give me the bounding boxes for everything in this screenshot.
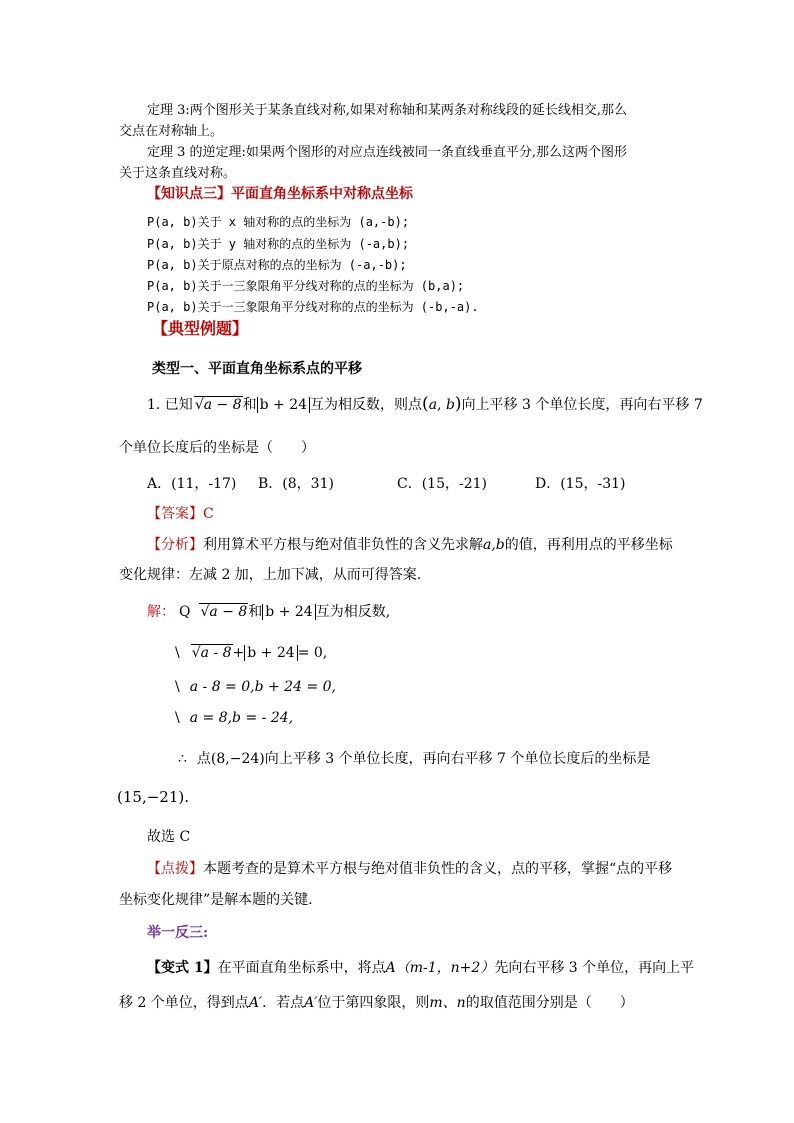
variant-1-text-f: 的取值范围分别是（ ） [465, 995, 634, 1011]
practice-heading: 举一反三: [147, 925, 209, 941]
step1-eq: = 0, [297, 645, 328, 661]
answer-label: 【答案】 [147, 506, 203, 522]
typical-examples-heading: 【典型例题】 [152, 319, 249, 338]
point-rest: 向上平移 3 个单位长度，再向右平移 7 个单位长度后的坐标是 [264, 751, 651, 767]
variant-1-text-c: 移 2 个单位，得到点 [119, 995, 249, 1011]
q1-point-close: ) [454, 394, 462, 414]
q1-mid: 互为相反数，则点 [310, 397, 423, 413]
type1-heading: 类型一、平面直角坐标系点的平移 [152, 361, 362, 377]
variant-1-point-a: A [385, 960, 396, 976]
analysis-text-b: 的值，再利用点的平移坐标 [504, 537, 673, 553]
q1-point-a: a [428, 397, 438, 413]
option-c: C．(15，-21) [397, 476, 487, 492]
analysis-label: 【分析】 [147, 537, 203, 553]
q1-rest: 向上平移 3 个单位长度，再向右平移 7 [461, 397, 703, 413]
solution-label: 解： [147, 604, 175, 620]
result-dot: . [184, 788, 189, 806]
option-a: A．(11，-17) [147, 476, 237, 492]
variant-1-text-a: 在平面直角坐标系中，将点 [217, 960, 386, 976]
q1-sqrt-text: a − 8 [203, 397, 242, 413]
solution-line1 [147, 601, 390, 621]
variant-1-line2 [119, 992, 634, 1012]
variant-1-a-prime: A′ [248, 995, 263, 1011]
question-1-line2: 个单位长度后的坐标是（ ） [119, 440, 315, 456]
theorem3-line1: 定理 3:两个图形关于某条直线对称,如果对称轴和某两条对称线段的延长线相交,那么 [147, 103, 628, 118]
q1-sqrt-expression: √a − 8 [194, 397, 242, 413]
step3-sep: \ [175, 710, 180, 726]
analysis-line2: 变化规律：左减 2 加，上加下减，从而可得答案. [119, 567, 422, 583]
step2-text: a - 8 = 0,b + 24 = 0, [189, 679, 336, 695]
solution-step-2 [175, 679, 336, 695]
solution-sqrt-expression: √a − 8 [200, 604, 248, 620]
q1-point-open: ( [422, 394, 429, 414]
symmetry-rule-bisector-1: P(a, b)关于一三象限角平分线对称的点的坐标为 (b,a); [147, 279, 465, 293]
knowledge-point-3-heading: 【知识点三】平面直角坐标系中对称点坐标 [147, 186, 413, 202]
symmetry-rule-y-axis: P(a, b)关于 y 轴对称的点的坐标为 (-a,b); [147, 237, 410, 251]
symmetry-rule-origin: P(a, b)关于原点对称的点的坐标为 (-a,-b); [147, 258, 407, 272]
variant-1-a-prime-2: A′ [304, 995, 318, 1011]
solution-result [117, 788, 189, 806]
theorem3-converse-line2: 关于这条直线对称。 [119, 166, 237, 181]
step1-sqrt-text: a - 8 [200, 645, 232, 661]
solution-abs-expression: b + 24 [262, 604, 315, 620]
step2-sep: \ [175, 679, 180, 695]
choose-answer: 故选 C [147, 829, 191, 845]
theorem3-converse-line1: 定理 3 的逆定理:如果两个图形的对应点连线被同一条直线垂直平分,那么这两个图形 [147, 145, 628, 160]
analysis-text-a: 利用算术平方根与绝对值非负性的含义先求解 [203, 537, 483, 553]
analysis-line1 [147, 534, 673, 554]
question-1-line1 [147, 394, 703, 414]
q1-abs-expression: b + 24 [257, 397, 310, 413]
variant-1-coords: （m-1，n+2） [395, 960, 495, 976]
solution-tail: 互为相反数, [315, 604, 391, 620]
therefore-symbol: ∴ [178, 751, 187, 767]
tip-line1 [147, 858, 672, 878]
tip-text-1: 本题考查的是算术平方根与绝对值非负性的含义，点的平移，掌握“点的平移 [203, 861, 673, 877]
variant-1-text-d: ．若点 [262, 995, 305, 1011]
tip-label: 【点拨】 [147, 861, 203, 877]
answer-value: C [203, 506, 214, 522]
symmetry-rule-bisector-2: P(a, b)关于一三象限角平分线对称的点的坐标为 (-b,-a). [147, 300, 479, 314]
solution-and: 和 [248, 604, 263, 620]
step1-plus: + [232, 645, 245, 661]
step1-sqrt: √a - 8 [191, 645, 232, 661]
symmetry-rule-x-axis: P(a, b)关于 x 轴对称的点的坐标为 (a,-b); [147, 215, 410, 229]
q1-prefix: 1. 已知 [147, 397, 193, 413]
option-b: B．(8，31) [258, 476, 334, 492]
point-expression: (8,−24) [210, 751, 265, 767]
q1-point-b: b [445, 397, 455, 413]
analysis-vars: a,b [483, 537, 505, 553]
result-coordinates: (15,−21) [117, 788, 185, 806]
step1-abs: b + 24 [244, 645, 297, 661]
variant-1-text-b: 先向右平移 3 个单位，再向上平 [494, 960, 695, 976]
variant-1-label: 【变式 1】 [147, 960, 218, 976]
solution-step-3 [175, 710, 293, 726]
point-text: 点 [196, 751, 211, 767]
solution-step-4 [178, 748, 650, 768]
theorem3-line2: 交点在对称轴上。 [119, 124, 224, 139]
step3-text: a = 8,b = - 24, [189, 710, 294, 726]
tip-line2: 坐标变化规律”是解本题的关键. [119, 892, 313, 908]
step1-sep: \ [175, 645, 180, 661]
answer-line [147, 503, 214, 523]
option-d: D．(15，-31) [535, 476, 626, 492]
variant-1-line1 [147, 957, 694, 977]
q1-and: 和 [242, 397, 257, 413]
variant-1-mn: m、n [429, 995, 466, 1011]
because-symbol: Q [179, 604, 191, 620]
solution-step-1 [175, 644, 327, 661]
q1-point-comma: , [437, 397, 446, 413]
solution-sqrt-text: a − 8 [209, 604, 248, 620]
variant-1-text-e: 位于第四象限，则 [317, 995, 430, 1011]
